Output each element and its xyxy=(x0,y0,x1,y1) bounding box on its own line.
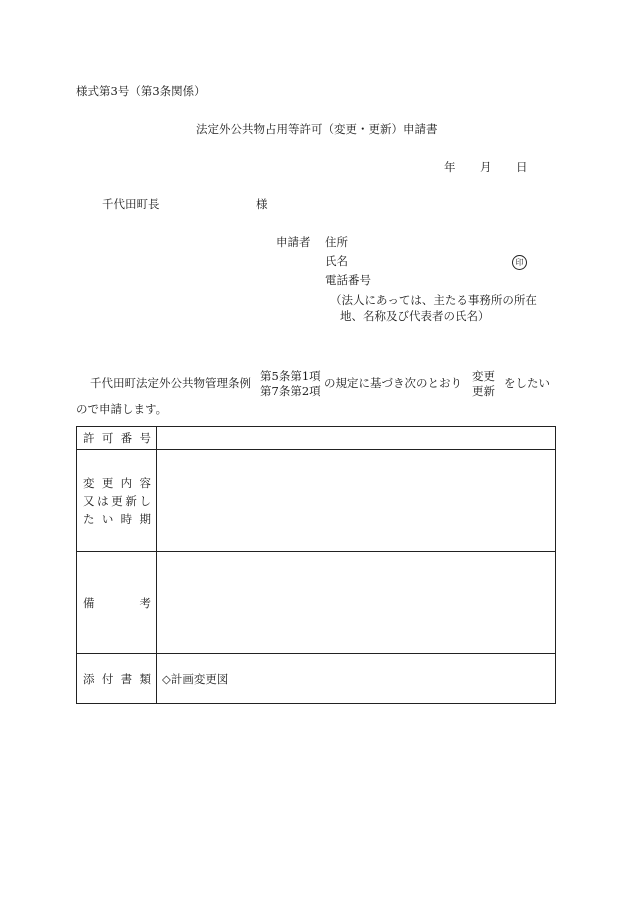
document-title: 法定外公共物占用等許可（変更・更新）申請書 xyxy=(196,122,438,136)
attachments-label: 添 付 書 類 xyxy=(77,654,157,704)
action-option-change: 変更 xyxy=(472,369,495,383)
application-table xyxy=(76,426,556,704)
corporate-note-line2: 地、名称及び代表者の氏名） xyxy=(340,309,490,323)
remarks-label: 備 考 xyxy=(77,552,157,654)
table-row-change-details xyxy=(77,450,556,552)
article-option-b: 第7条第2項 xyxy=(260,384,321,398)
form-number: 様式第3号（第3条関係） xyxy=(76,84,206,98)
address-label: 住所 xyxy=(325,235,348,249)
ordinance-name: 千代田町法定外公共物管理条例 xyxy=(90,376,251,390)
action-options xyxy=(472,369,495,399)
remarks-value[interactable] xyxy=(157,552,556,654)
change-details-value[interactable] xyxy=(157,450,556,552)
table-row-remarks xyxy=(77,552,556,654)
seal-icon: 印 xyxy=(512,255,527,270)
attachments-value[interactable]: ◇計画変更図 xyxy=(157,654,556,704)
change-details-label: 変 更 内 容 又 は 更 新 し た い 時 期 xyxy=(77,450,157,552)
table-row-permit-number xyxy=(77,427,556,450)
date-year: 年 xyxy=(444,160,456,174)
addressee-honorific: 様 xyxy=(256,197,268,211)
permit-number-label: 許 可 番 号 xyxy=(77,427,157,450)
corporate-note-line1: （法人にあっては、主たる事務所の所在 xyxy=(330,293,537,307)
phone-label: 電話番号 xyxy=(325,273,371,287)
addressee-name: 千代田町長 xyxy=(102,197,160,211)
date-day: 日 xyxy=(516,160,528,174)
based-on-text: の規定に基づき次のとおり xyxy=(324,376,462,390)
permit-number-value[interactable] xyxy=(157,427,556,450)
name-label: 氏名 xyxy=(325,254,348,268)
desire-text: をしたい xyxy=(504,376,550,390)
applicant-heading: 申請者 xyxy=(276,235,311,249)
seal-mark xyxy=(512,255,527,270)
article-option-a: 第5条第1項 xyxy=(260,369,321,383)
action-option-renew: 更新 xyxy=(472,384,495,398)
date-month: 月 xyxy=(480,160,492,174)
article-options xyxy=(260,369,321,399)
closing-text: ので申請します。 xyxy=(76,402,168,416)
table-row-attachments xyxy=(77,654,556,704)
